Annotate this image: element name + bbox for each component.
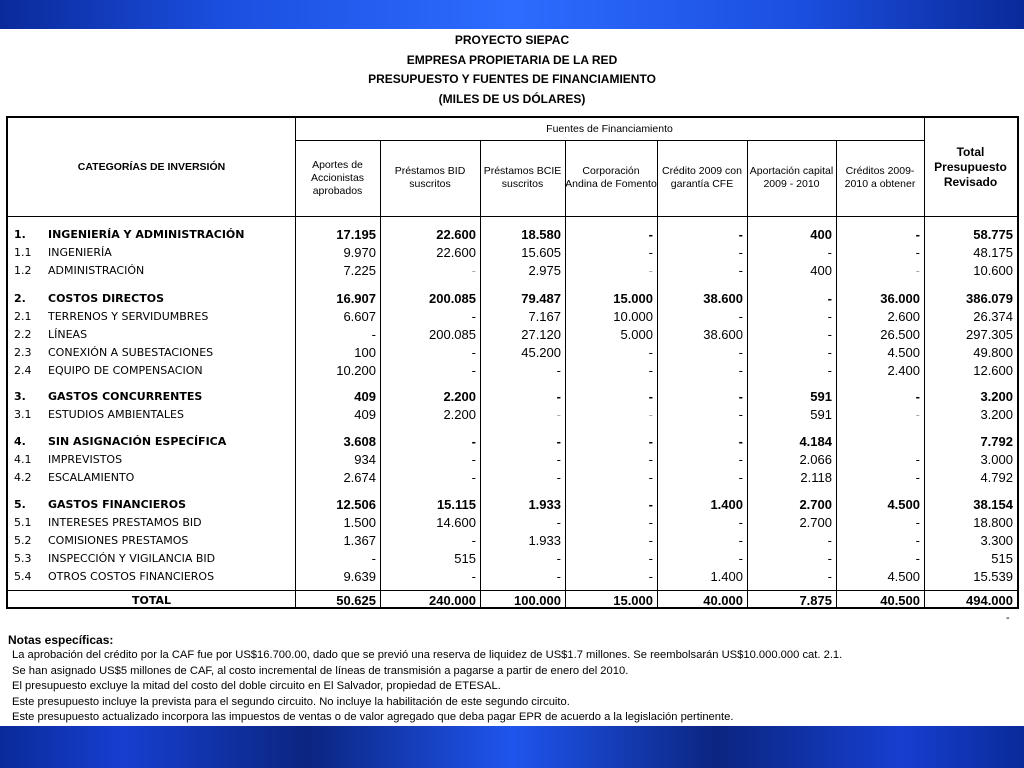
row-value-cell: 1.933: [528, 497, 561, 512]
row-value-cell: 934: [354, 452, 376, 467]
row-value-cell: -: [471, 363, 476, 378]
row-label: TERRENOS Y SERVIDUMBRES: [48, 310, 209, 323]
notes-heading: Notas específicas:: [8, 633, 114, 647]
stray-mark: -: [1006, 612, 1010, 624]
sources-header: Fuentes de Financiamiento: [546, 122, 673, 135]
row-value-cell: 100: [354, 345, 376, 360]
row-value-cell: -: [648, 470, 653, 485]
row-total-cell: 3.200: [980, 389, 1013, 404]
row-value-cell: 2.200: [443, 407, 476, 422]
row-value-cell: -: [915, 227, 920, 242]
top-banner: [0, 0, 1024, 29]
col-header-caf: Corporación Andina de Fomento: [565, 165, 657, 190]
categories-header: CATEGORÍAS DE INVERSIÓN: [77, 160, 226, 173]
row-label: INGENIERÍA Y ADMINISTRACIÓN: [48, 228, 245, 241]
row-value-cell: -: [915, 515, 920, 530]
row-total-cell: 4.792: [980, 470, 1013, 485]
row-value-cell: -: [471, 533, 476, 548]
row-total-cell: 297.305: [966, 327, 1013, 342]
row-value-cell: 3.608: [343, 434, 376, 449]
row-total-cell: 18.800: [973, 515, 1013, 530]
row-value-cell: -: [648, 345, 653, 360]
row-value-cell: 1.400: [710, 569, 743, 584]
row-value-cell: 2.118: [800, 470, 832, 485]
row-label: CONEXIÓN A SUBESTACIONES: [48, 346, 214, 359]
grid-line: [295, 140, 924, 141]
row-total-cell: 12.600: [973, 363, 1013, 378]
row-value-cell: -: [738, 407, 743, 422]
row-value-cell: 1.933: [528, 533, 561, 548]
total-cell: 7.875: [799, 593, 832, 608]
row-value-cell: -: [648, 452, 653, 467]
subcategory-row: [8, 469, 1017, 486]
row-code: 1.: [14, 228, 26, 241]
row-value-cell: 18.580: [521, 227, 561, 242]
row-value-cell: 2.600: [887, 309, 920, 324]
total-label: TOTAL: [131, 594, 172, 607]
row-value-cell: 5.000: [620, 327, 653, 342]
subcategory-row: [8, 326, 1017, 343]
note-line: El presupuesto excluye la mitad del costo del doble circuito en El Salvador, propiedad de ETESAL.: [12, 680, 501, 692]
row-value-cell: -: [648, 533, 653, 548]
row-value-cell: -: [556, 452, 561, 467]
row-value-cell: -: [648, 434, 653, 449]
row-value-cell: -: [648, 497, 653, 512]
row-value-cell: -: [371, 327, 376, 342]
row-label: INTERESES PRESTAMOS BID: [48, 516, 202, 529]
row-value-cell: -: [915, 452, 920, 467]
row-code: 5.: [14, 498, 26, 511]
col-header-cfe: Crédito 2009 con garantía CFE: [662, 165, 742, 190]
note-line: La aprobación del crédito por la CAF fue por US$16.700.00, dado que se previó una reserva de liquidez de US$1.7 millones. Se reembolsarán US$10.000.000 cat. 2.1.: [12, 649, 843, 661]
row-label: COMISIONES PRESTAMOS: [48, 534, 189, 547]
row-code: 5.4: [14, 570, 32, 583]
row-value-cell: -: [556, 551, 561, 566]
title-line-3: PRESUPUESTO Y FUENTES DE FINANCIAMIENTO: [368, 72, 656, 86]
row-code: 1.1: [14, 246, 32, 259]
row-value-cell: -: [471, 452, 476, 467]
row-value-cell: 15.115: [436, 497, 476, 512]
total-cell: 50.625: [336, 593, 376, 608]
row-label: ADMINISTRACIÓN: [48, 264, 145, 277]
col-header-bcie: Préstamos BCIE suscritos: [483, 165, 562, 190]
row-value-cell: -: [648, 551, 653, 566]
row-value-cell: -: [556, 434, 561, 449]
row-total-cell: 3.200: [980, 407, 1013, 422]
document-title: [0, 31, 1024, 109]
row-code: 1.2: [14, 264, 32, 277]
row-value-cell: 400: [810, 227, 832, 242]
row-code: 5.2: [14, 534, 32, 547]
row-code: 4.2: [14, 471, 32, 484]
row-value-cell: -: [471, 309, 476, 324]
total-cell: 40.500: [880, 593, 920, 608]
subcategory-row: [8, 514, 1017, 531]
row-value-cell: -: [556, 470, 561, 485]
title-line-1: PROYECTO SIEPAC: [454, 33, 570, 47]
subcategory-row: [8, 262, 1017, 279]
row-label: OTROS COSTOS FINANCIEROS: [48, 570, 215, 583]
category-row: [8, 496, 1017, 513]
row-code: 2.: [14, 292, 26, 305]
category-row: [8, 290, 1017, 307]
row-value-cell: 38.600: [703, 291, 743, 306]
row-value-cell: 2.400: [887, 363, 920, 378]
row-total-cell: 48.175: [973, 245, 1013, 260]
row-value-cell: -: [738, 389, 743, 404]
row-label: GASTOS FINANCIEROS: [48, 498, 187, 511]
row-label: INSPECCIÓN Y VIGILANCIA BID: [48, 552, 216, 565]
row-value-cell: 6.607: [343, 309, 376, 324]
row-value-cell: 10.200: [336, 363, 376, 378]
grid-line: [8, 216, 1017, 217]
row-label: ESCALAMIENTO: [48, 471, 135, 484]
row-value-cell: -: [556, 569, 561, 584]
row-label: INGENIERÍA: [48, 246, 112, 259]
row-value-cell: -: [738, 363, 743, 378]
title-line-4: (MILES DE US DÓLARES): [438, 91, 586, 106]
row-value-cell: -: [738, 515, 743, 530]
bottom-banner: [0, 726, 1024, 768]
row-total-cell: 7.792: [980, 434, 1013, 449]
row-value-cell: -: [471, 345, 476, 360]
row-value-cell: 400: [810, 263, 832, 278]
row-value-cell: -: [827, 569, 832, 584]
row-value-cell: 200.085: [429, 291, 476, 306]
row-total-cell: 38.154: [973, 497, 1013, 512]
row-value-cell: 7.225: [343, 263, 376, 278]
row-code: 4.1: [14, 453, 32, 466]
row-value-cell: 38.600: [703, 327, 743, 342]
row-total-cell: 58.775: [973, 227, 1013, 242]
row-value-cell: -: [738, 470, 743, 485]
col-header-creditos: Créditos 2009-2010 a obtener: [844, 165, 916, 190]
row-value-cell: -: [915, 389, 920, 404]
row-value-cell: 2.066: [799, 452, 832, 467]
row-total-cell: 3.000: [980, 452, 1013, 467]
row-code: 4.: [14, 435, 26, 448]
row-value-cell: 2.975: [528, 263, 561, 278]
total-cell: 15.000: [613, 593, 653, 608]
subcategory-row: [8, 244, 1017, 261]
row-value-cell: -: [556, 515, 561, 530]
row-value-cell: 1.367: [343, 533, 376, 548]
row-value-cell: 22.600: [436, 227, 476, 242]
row-label: LÍNEAS: [48, 328, 88, 341]
row-code: 2.3: [14, 346, 32, 359]
col-header-accionistas: Aportes de Accionistas aprobados: [310, 158, 365, 197]
row-value-cell: 409: [354, 407, 376, 422]
row-value-cell: 26.500: [880, 327, 920, 342]
total-cell: 40.000: [703, 593, 743, 608]
row-value-cell: -: [648, 389, 653, 404]
total-cell: 100.000: [514, 593, 561, 608]
row-label: GASTOS CONCURRENTES: [48, 390, 203, 403]
row-label: COSTOS DIRECTOS: [48, 292, 165, 305]
row-value-cell: -: [827, 245, 832, 260]
total-row: [8, 592, 1017, 609]
row-value-cell: -: [471, 263, 476, 278]
row-value-cell: -: [915, 551, 920, 566]
col-header-capital: Aportación capital 2009 - 2010: [749, 165, 834, 190]
row-value-cell: 2.200: [443, 389, 476, 404]
row-value-cell: -: [827, 345, 832, 360]
row-value-cell: -: [915, 263, 920, 278]
subcategory-row: [8, 362, 1017, 379]
row-value-cell: -: [371, 551, 376, 566]
grid-line: [8, 590, 1017, 591]
row-value-cell: 200.085: [429, 327, 476, 342]
row-value-cell: 10.000: [613, 309, 653, 324]
row-value-cell: 15.605: [521, 245, 561, 260]
row-value-cell: -: [827, 551, 832, 566]
row-value-cell: 4.184: [799, 434, 832, 449]
row-value-cell: -: [648, 407, 653, 422]
row-code: 3.1: [14, 408, 32, 421]
col-header-bid: Préstamos BID suscritos: [394, 165, 466, 190]
row-total-cell: 3.300: [980, 533, 1013, 548]
row-code: 2.4: [14, 364, 32, 377]
row-value-cell: 409: [354, 389, 376, 404]
budget-table: [6, 116, 1019, 609]
row-total-cell: 10.600: [973, 263, 1013, 278]
row-value-cell: 591: [810, 389, 832, 404]
row-value-cell: -: [471, 434, 476, 449]
row-value-cell: -: [648, 227, 653, 242]
row-value-cell: 7.167: [528, 309, 561, 324]
total-cell: 494.000: [966, 593, 1013, 608]
row-value-cell: 17.195: [336, 227, 376, 242]
row-value-cell: 1.400: [710, 497, 743, 512]
row-value-cell: 4.500: [887, 345, 920, 360]
category-row: [8, 388, 1017, 405]
row-value-cell: -: [648, 363, 653, 378]
row-value-cell: -: [915, 245, 920, 260]
note-line: Este presupuesto incluye la prevista para el segundo circuito. No incluye la habilitación de este segundo circuito.: [12, 695, 570, 708]
subcategory-row: [8, 308, 1017, 325]
row-value-cell: -: [738, 263, 743, 278]
subcategory-row: [8, 568, 1017, 585]
row-value-cell: -: [738, 227, 743, 242]
row-code: 5.3: [14, 552, 32, 565]
row-value-cell: 1.500: [343, 515, 376, 530]
row-total-cell: 15.539: [973, 569, 1013, 584]
row-value-cell: 16.907: [336, 291, 376, 306]
row-value-cell: 2.700: [799, 497, 832, 512]
row-label: EQUIPO DE COMPENSACION: [48, 364, 203, 377]
row-value-cell: -: [738, 345, 743, 360]
row-value-cell: 591: [810, 407, 832, 422]
row-value-cell: -: [915, 470, 920, 485]
row-label: SIN ASIGNACIÓN ESPECÍFICA: [48, 435, 227, 448]
row-value-cell: -: [915, 533, 920, 548]
note-line: Se han asignado US$5 millones de CAF, al costo incremental de líneas de transmisión a pagarse a partir de enero del 2010.: [12, 664, 629, 677]
category-row: [8, 226, 1017, 243]
row-value-cell: 15.000: [613, 291, 653, 306]
row-value-cell: -: [738, 452, 743, 467]
subcategory-row: [8, 550, 1017, 567]
row-value-cell: 515: [454, 551, 476, 566]
row-value-cell: -: [827, 363, 832, 378]
row-value-cell: -: [827, 309, 832, 324]
row-value-cell: 36.000: [880, 291, 920, 306]
row-value-cell: 12.506: [336, 497, 376, 512]
row-code: 3.: [14, 390, 26, 403]
row-label: ESTUDIOS AMBIENTALES: [48, 408, 184, 421]
subcategory-row: [8, 532, 1017, 549]
row-value-cell: -: [471, 569, 476, 584]
row-value-cell: -: [738, 309, 743, 324]
row-value-cell: 27.120: [521, 327, 561, 342]
row-value-cell: 4.500: [887, 569, 920, 584]
row-value-cell: -: [915, 407, 920, 422]
row-value-cell: -: [556, 363, 561, 378]
row-value-cell: -: [827, 291, 832, 306]
row-value-cell: -: [648, 569, 653, 584]
row-value-cell: 79.487: [521, 291, 561, 306]
row-value-cell: -: [648, 263, 653, 278]
category-row: [8, 433, 1017, 450]
note-line: Este presupuesto actualizado incorpora las impuestos de ventas o de valor agregado que deba pagar EPR de acuerdo a la legislación pertinente.: [12, 711, 734, 723]
row-value-cell: -: [556, 407, 561, 422]
subcategory-row: [8, 406, 1017, 423]
row-value-cell: 2.700: [799, 515, 832, 530]
row-value-cell: 2.674: [343, 470, 376, 485]
row-value-cell: -: [556, 389, 561, 404]
total-cell: 240.000: [429, 593, 476, 608]
row-value-cell: 4.500: [887, 497, 920, 512]
row-total-cell: 26.374: [973, 309, 1013, 324]
row-total-cell: 386.079: [966, 291, 1013, 306]
row-total-cell: 515: [991, 551, 1013, 566]
row-value-cell: 9.970: [343, 245, 376, 260]
row-value-cell: -: [827, 327, 832, 342]
row-value-cell: -: [471, 470, 476, 485]
row-code: 5.1: [14, 516, 32, 529]
row-value-cell: -: [827, 533, 832, 548]
row-value-cell: -: [738, 245, 743, 260]
row-code: 2.2: [14, 328, 32, 341]
row-value-cell: -: [738, 533, 743, 548]
row-code: 2.1: [14, 310, 32, 323]
total-header: Total Presupuesto Revisado: [934, 144, 1007, 189]
row-total-cell: 49.800: [973, 345, 1013, 360]
notes-section: [8, 632, 1018, 726]
row-value-cell: -: [648, 245, 653, 260]
title-line-2: EMPRESA PROPIETARIA DE LA RED: [406, 52, 618, 67]
subcategory-row: [8, 344, 1017, 361]
row-value-cell: 22.600: [436, 245, 476, 260]
row-value-cell: -: [648, 515, 653, 530]
subcategory-row: [8, 451, 1017, 468]
row-value-cell: -: [738, 551, 743, 566]
row-value-cell: -: [738, 434, 743, 449]
row-value-cell: 45.200: [521, 345, 561, 360]
row-value-cell: 14.600: [436, 515, 476, 530]
row-label: IMPREVISTOS: [48, 453, 123, 466]
row-value-cell: 9.639: [343, 569, 376, 584]
